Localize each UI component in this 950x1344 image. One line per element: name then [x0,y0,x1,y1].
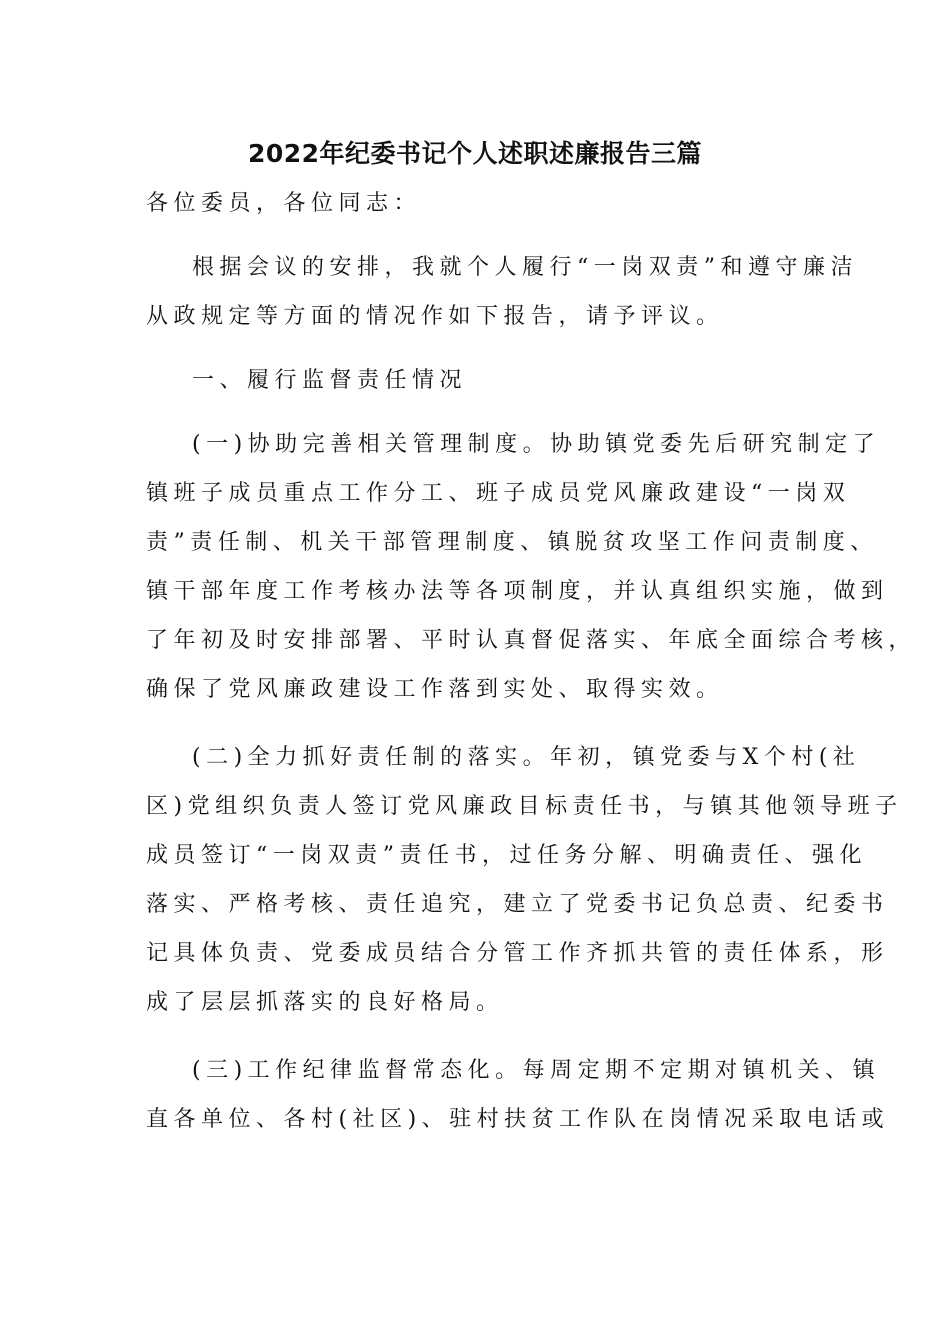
paragraph-line: 确保了党风廉政建设工作落到实处、取得实效。 [146,677,724,702]
paragraph-line: 成了层层抓落实的良好格局。 [146,990,504,1015]
document-title: 2022年纪委书记个人述职述廉报告三篇 [247,139,703,168]
paragraph-line: 成员签订“一岗双责”责任书，过任务分解、明确责任、强化 [146,843,867,868]
paragraph-line: 根据会议的安排，我就个人履行“一岗双责”和遵守廉洁 [192,255,858,280]
paragraph-line: (三)工作纪律监督常态化。每周定期不定期对镇机关、镇 [192,1058,881,1083]
salutation: 各位委员，各位同志： [146,191,422,216]
paragraph-line: 从政规定等方面的情况作如下报告，请予评议。 [146,304,724,329]
paragraph-line: 责”责任制、机关干部管理制度、镇脱贫攻坚工作问责制度、 [146,530,878,555]
paragraph-line: (二)全力抓好责任制的落实。年初，镇党委与X个村(社 [192,745,861,770]
paragraph-line: 镇班子成员重点工作分工、班子成员党风廉政建设“一岗双 [146,481,851,506]
paragraph-line: (一)协助完善相关管理制度。协助镇党委先后研究制定了 [192,432,881,457]
paragraph-line: 记具体负责、党委成员结合分管工作齐抓共管的责任体系，形 [146,941,889,966]
paragraph-line: 落实、严格考核、责任追究，建立了党委书记负总责、纪委书 [146,892,889,917]
paragraph-line: 了年初及时安排部署、平时认真督促落实、年底全面综合考核， [146,628,917,653]
paragraph-line: 直各单位、各村(社区)、驻村扶贫工作队在岗情况采取电话或 [146,1107,890,1132]
paragraph-line: 区)党组织负责人签订党风廉政目标责任书，与镇其他领导班子 [146,794,903,819]
paragraph-line: 镇干部年度工作考核办法等各项制度，并认真组织实施，做到 [146,579,889,604]
section-heading: 一、履行监督责任情况 [192,368,468,393]
